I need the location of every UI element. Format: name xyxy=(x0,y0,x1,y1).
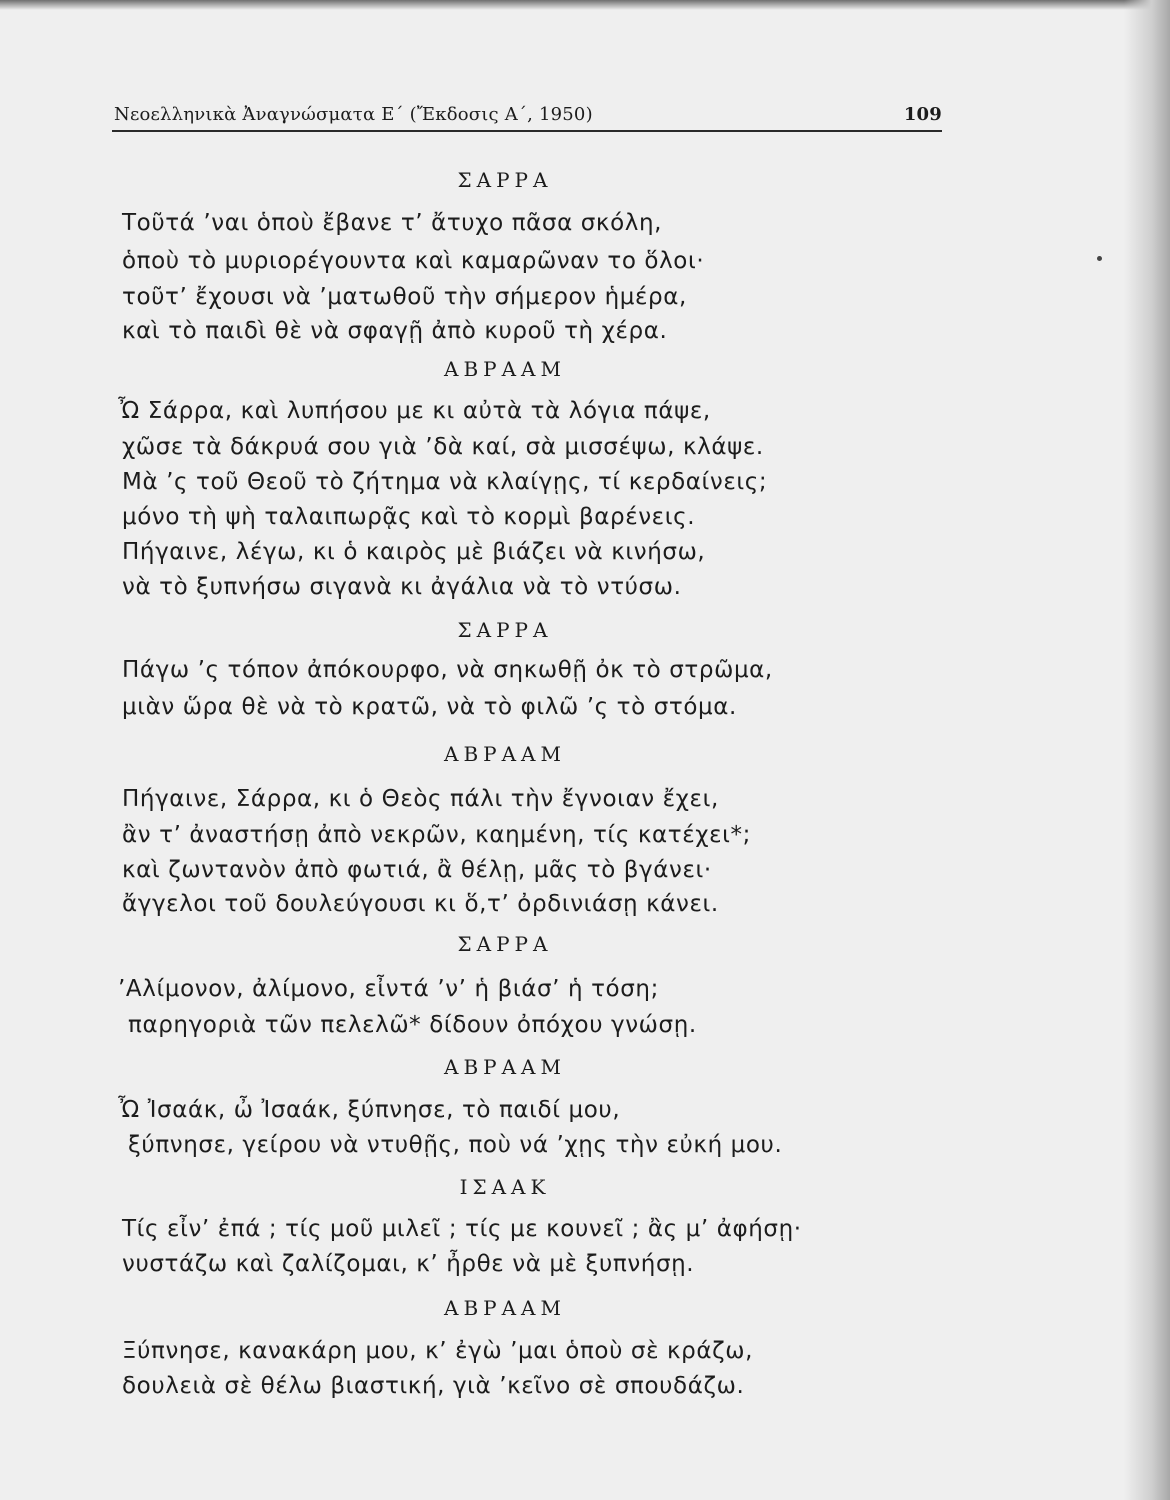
book-title: Νεοελληνικὰ Ἀναγνώσματα Ε΄ (Ἔκδοσις Α΄, 1950) xyxy=(114,104,593,125)
verse-line: τοῦτ’ ἔχουσι νὰ ’ματωθοῦ τὴν σήμερον ἡμέρα, xyxy=(122,284,687,310)
verse-line: καὶ ζωντανὸν ἀπὸ φωτιά, ἂ θέλῃ, μᾶς τὸ βγάνει· xyxy=(122,857,712,883)
verse-line: παρηγοριὰ τῶν πελελῶ* δίδουν ὀπόχου γνώσῃ. xyxy=(128,1012,697,1038)
verse-line: νὰ τὸ ξυπνήσω σιγανὰ κι ἀγάλια νὰ τὸ ντύσω. xyxy=(122,574,682,600)
verse-line: Πάγω ’ς τόπον ἀπόκουρφο, νὰ σηκωθῇ ὀκ τὸ στρῶμα, xyxy=(122,657,773,683)
verse-line: Πήγαινε, Σάρρα, κι ὁ Θεὸς πάλι τὴν ἔγνοιαν ἔχει, xyxy=(122,786,719,812)
speaker-name: ΣΑΡΡΑ xyxy=(457,618,553,642)
verse-line: ἄγγελοι τοῦ δουλεύγουσι κι ὅ,τ’ ὀρδινιάσῃ κάνει. xyxy=(122,891,719,917)
scan-top-shadow xyxy=(0,0,1170,10)
verse-line: μόνο τὴ ψὴ ταλαιπωρᾷς καὶ τὸ κορμὶ βαρένεις. xyxy=(122,504,696,530)
verse-line: Πήγαινε, λέγω, κι ὁ καιρὸς μὲ βιάζει νὰ κινήσω, xyxy=(122,539,706,565)
speaker-name: ΙΣΑΑΚ xyxy=(459,1175,551,1199)
speaker-name: ΑΒΡΑΑΜ xyxy=(444,742,566,766)
page-number: 109 xyxy=(903,104,942,125)
verse-line: χῶσε τὰ δάκρυά σου γιὰ ’δὰ καί, σὰ μισσέψω, κλάψε. xyxy=(122,434,764,460)
verse-line: ἂν τ’ ἀναστήσῃ ἀπὸ νεκρῶν, καημένη, τίς κατέχει*; xyxy=(122,822,751,848)
speaker-name: ΑΒΡΑΑΜ xyxy=(444,1055,566,1079)
speaker-name: ΣΑΡΡΑ xyxy=(457,932,553,956)
verse-line: Ξύπνησε, κανακάρη μου, κ’ ἐγὼ ’μαι ὁποὺ σὲ κράζω, xyxy=(122,1338,754,1364)
running-header xyxy=(112,104,942,132)
verse-line: δουλειὰ σὲ θέλω βιαστική, γιὰ ’κεῖνο σὲ σπουδάζω. xyxy=(122,1373,745,1399)
verse-line: ’Αλίμονον, ἀλίμονο, εἶντά ’ν’ ἡ βιάσ’ ἡ τόση; xyxy=(118,976,659,1002)
scan-speck xyxy=(1097,256,1102,261)
verse-line: Ὦ Ἰσαάκ, ὦ Ἰσαάκ, ξύπνησε, τὸ παιδί μου, xyxy=(118,1097,621,1123)
speaker-name: ΑΒΡΑΑΜ xyxy=(444,1296,566,1320)
verse-line: Τίς εἶν’ ἐπά ; τίς μοῦ μιλεῖ ; τίς με κουνεῖ ; ἂς μ’ ἀφήσῃ· xyxy=(122,1216,802,1242)
speaker-name: ΑΒΡΑΑΜ xyxy=(444,357,566,381)
verse-line: νυστάζω καὶ ζαλίζομαι, κ’ ἦρθε νὰ μὲ ξυπνήσῃ. xyxy=(122,1251,695,1277)
page-edge-shadow xyxy=(1124,0,1170,1500)
verse-line: καὶ τὸ παιδὶ θὲ νὰ σφαγῇ ἀπὸ κυροῦ τὴ χέρα. xyxy=(122,318,668,344)
verse-line: ξύπνησε, γείρου νὰ ντυθῇς, ποὺ νά ’χῃς τὴν εὐκή μου. xyxy=(128,1132,783,1158)
verse-line: Τοῦτά ’ναι ὁποὺ ἔβανε τ’ ἄτυχο πᾶσα σκόλη, xyxy=(122,210,663,236)
verse-line: Μὰ ’ς τοῦ Θεοῦ τὸ ζήτημα νὰ κλαίγῃς, τί κερδαίνεις; xyxy=(122,469,768,495)
verse-line: ὁποὺ τὸ μυριορέγουντα καὶ καμαρῶναν το ὅλοι· xyxy=(122,248,705,274)
speaker-name: ΣΑΡΡΑ xyxy=(457,168,553,192)
verse-line: μιὰν ὥρα θὲ νὰ τὸ κρατῶ, νὰ τὸ φιλῶ ’ς τὸ στόμα. xyxy=(122,694,737,720)
verse-line: Ὦ Σάρρα, καὶ λυπήσου με κι αὐτὰ τὰ λόγια πάψε, xyxy=(118,398,711,424)
